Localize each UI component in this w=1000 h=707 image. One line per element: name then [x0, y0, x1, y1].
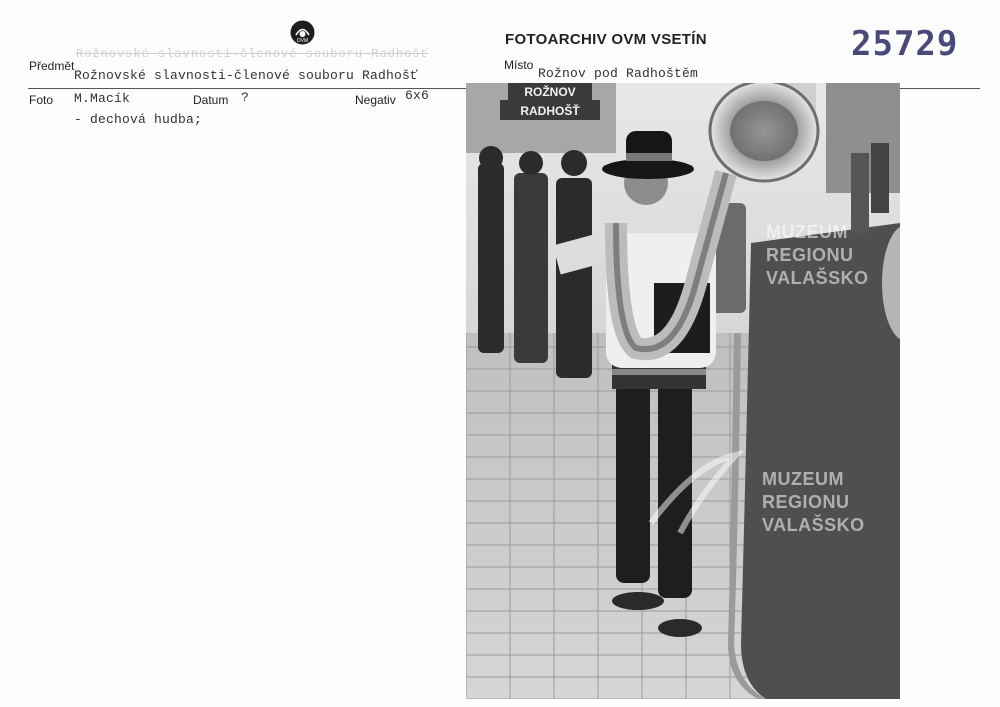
archive-title: FOTOARCHIV OVM VSETÍN [505, 31, 707, 48]
archive-photo [466, 83, 900, 699]
grass [741, 223, 900, 699]
misto-label: Místo [504, 58, 534, 72]
predmet-struck-text: Rožnovské slavnosti-členové souboru Radhošť [76, 47, 429, 61]
ovm-logo-icon [290, 20, 315, 45]
svg-text:ROŽNOV: ROŽNOV [524, 85, 576, 99]
predmet-value: Rožnovské slavnosti-členové souboru Radhošť [74, 68, 419, 83]
svg-text:VALAŠSKO: VALAŠSKO [766, 268, 869, 288]
foto-value: M.Macík [74, 91, 131, 106]
ovm-logo [290, 20, 315, 45]
foto-label: Foto [29, 93, 54, 107]
svg-text:REGIONU: REGIONU [766, 245, 854, 265]
negativ-value: 6x6 [405, 88, 430, 103]
svg-text:RADHOŠŤ: RADHOŠŤ [520, 104, 580, 118]
archive-number: 25729 [851, 24, 959, 64]
svg-text:REGIONU: REGIONU [762, 492, 850, 512]
town-sign [500, 83, 600, 120]
svg-text:VALAŠSKO: VALAŠSKO [762, 515, 865, 535]
svg-text:MUZEUM: MUZEUM [766, 222, 848, 242]
description-note: - dechová hudba; [74, 112, 203, 127]
datum-label: Datum [193, 93, 229, 107]
negativ-label: Negativ [355, 93, 396, 107]
predmet-label: Předmět [29, 59, 75, 73]
svg-text:MUZEUM: MUZEUM [762, 469, 844, 489]
misto-value: Rožnov pod Radhoštěm [538, 66, 699, 81]
datum-value: ? [241, 90, 250, 105]
top-rule [28, 88, 466, 89]
svg-text:OVM: OVM [296, 38, 309, 44]
